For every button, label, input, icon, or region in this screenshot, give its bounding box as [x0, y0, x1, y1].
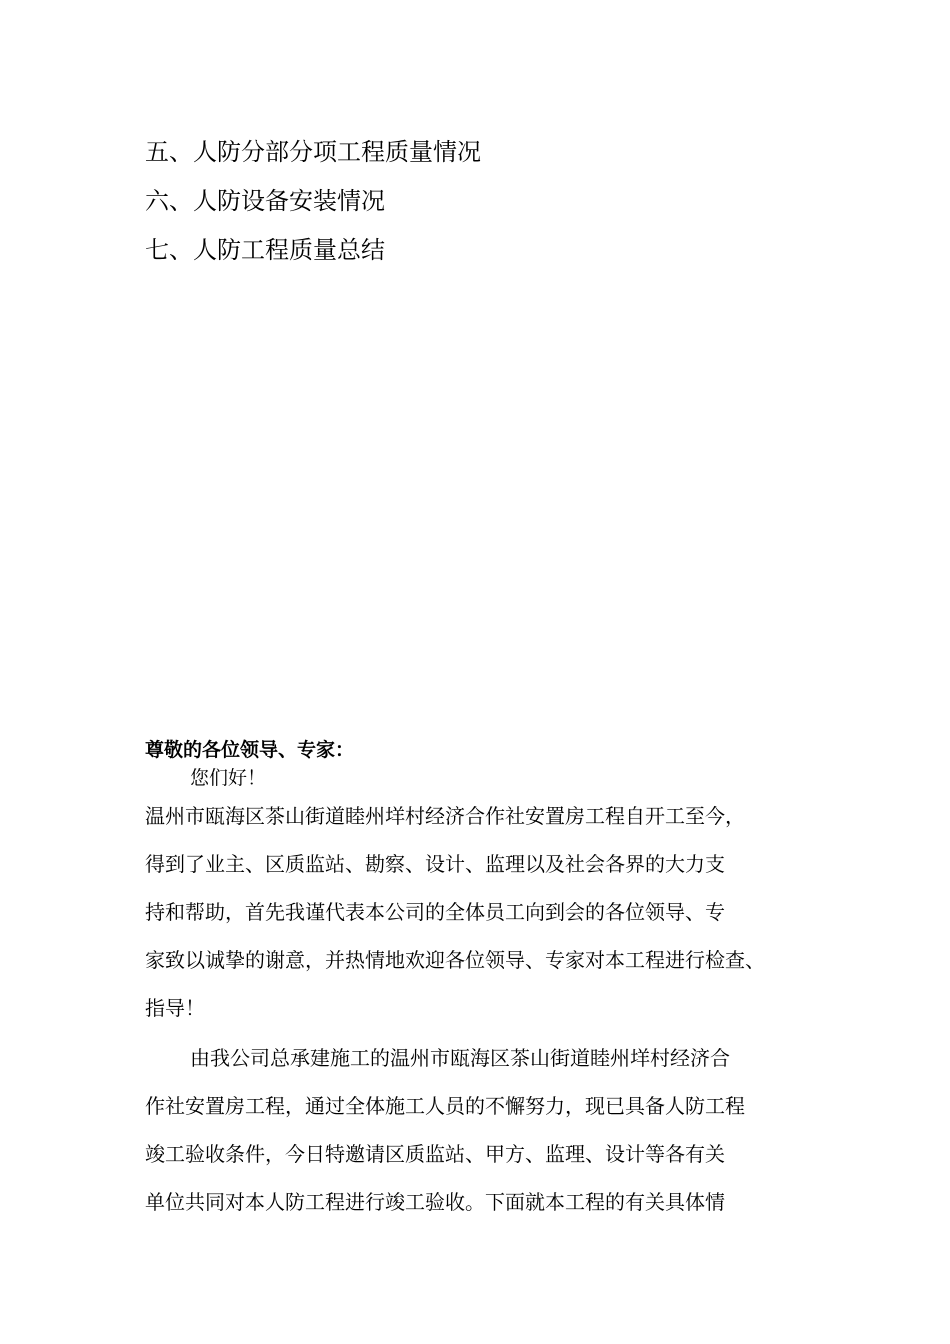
paragraph-line: 温州市瓯海区茶山街道睦州垟村经济合作社安置房工程自开工至今，	[145, 804, 745, 828]
welcome-letter	[145, 736, 835, 1226]
paragraph-line: 持和帮助，首先我谨代表本公司的全体员工向到会的各位领导、专	[145, 900, 725, 924]
toc-item-6: 六、人防设备安装情况	[145, 187, 385, 215]
letter-salutation: 尊敬的各位领导、专家：	[145, 739, 355, 761]
paragraph-line: 得到了业主、区质监站、勘察、设计、监理以及社会各界的大力支	[145, 852, 725, 876]
toc-item-7: 七、人防工程质量总结	[145, 236, 385, 264]
toc-item-5: 五、人防分部分项工程质量情况	[145, 138, 481, 166]
paragraph-line: 竣工验收条件，今日特邀请区质监站、甲方、监理、设计等各有关	[145, 1142, 725, 1166]
paragraph-2	[145, 1034, 835, 1226]
paragraph-line: 指导！	[145, 996, 205, 1020]
paragraph-line: 由我公司总承建施工的温州市瓯海区茶山街道睦州垟村经济合	[190, 1046, 730, 1070]
paragraph-line: 家致以诚挚的谢意，并热情地欢迎各位领导、专家对本工程进行检查、	[145, 948, 765, 972]
table-of-contents	[145, 128, 845, 275]
paragraph-line: 单位共同对本人防工程进行竣工验收。下面就本工程的有关具体情	[145, 1190, 725, 1214]
paragraph-line: 作社安置房工程，通过全体施工人员的不懈努力，现已具备人防工程	[145, 1094, 745, 1118]
letter-greeting: 您们好！	[190, 767, 267, 789]
paragraph-1	[145, 792, 835, 1032]
